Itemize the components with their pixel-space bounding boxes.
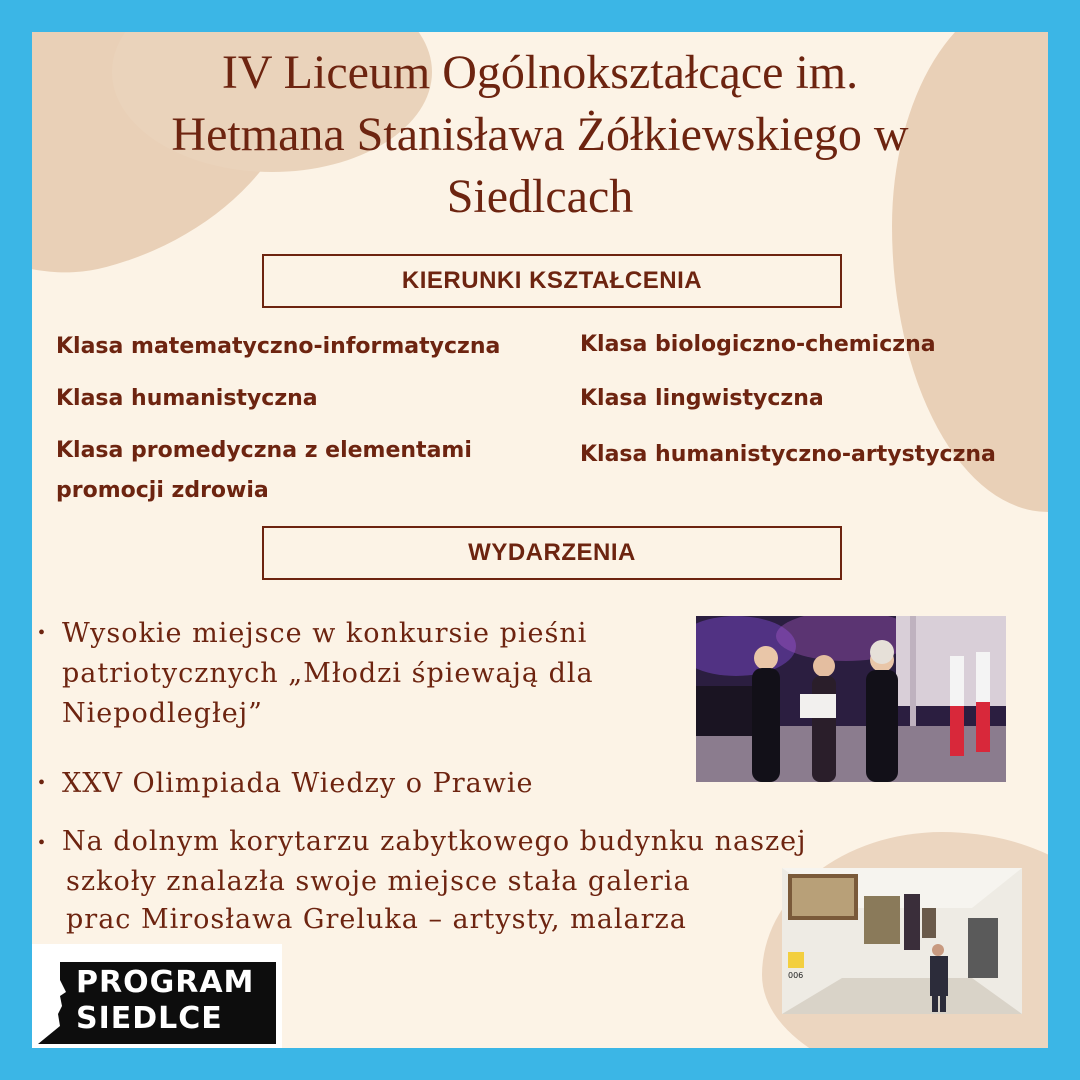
event-line: szkoły znalazła swoje miejsce stała galeria (66, 866, 691, 897)
event-line: XXV Olimpiada Wiedzy o Prawie (62, 768, 534, 799)
logo-text: SIEDLCE (76, 1001, 223, 1036)
page-title (32, 42, 1048, 228)
event-line: prac Mirosława Greluka – artysty, malarza (66, 904, 687, 935)
program-siedlce-logo (32, 944, 282, 1048)
bullet: • (38, 772, 46, 794)
event-photo-award (696, 616, 1006, 782)
title-line: IV Liceum Ogólnokształcące im. (221, 46, 859, 99)
title-line: Hetmana Stanisława Żółkiewskiego w (171, 108, 909, 161)
course-item: Klasa humanistyczna (56, 386, 318, 411)
gallery-room-sign: 006 (788, 971, 804, 980)
event-photo-gallery (782, 868, 1022, 1014)
course-item: promocji zdrowia (56, 478, 269, 503)
event-line: patriotycznych „Młodzi śpiewają dla (62, 658, 594, 689)
bullet: • (38, 832, 46, 854)
profile-silhouette-icon (38, 962, 68, 1044)
poster (32, 32, 1048, 1048)
award-photo-illustration (696, 616, 1006, 782)
course-item: Klasa biologiczno-chemiczna (580, 332, 936, 357)
logo-text: PROGRAM (76, 965, 255, 1000)
course-item: Klasa humanistyczno-artystyczna (580, 442, 996, 467)
course-item: Klasa lingwistyczna (580, 386, 824, 411)
event-line: Na dolnym korytarzu zabytkowego budynku naszej (62, 826, 807, 857)
gallery-photo-illustration (782, 868, 1022, 1014)
bullet: • (38, 622, 46, 644)
event-line: Niepodległej” (62, 698, 263, 729)
course-item: Klasa matematyczno-informatyczna (56, 334, 501, 359)
event-line: Wysokie miejsce w konkursie pieśni (62, 618, 588, 649)
logo-box (38, 962, 276, 1044)
courses-heading: KIERUNKI KSZTAŁCENIA (262, 254, 842, 308)
events-heading: WYDARZENIA (262, 526, 842, 580)
course-item: Klasa promedyczna z elementami (56, 438, 472, 463)
title-line: Siedlcach (446, 170, 634, 223)
